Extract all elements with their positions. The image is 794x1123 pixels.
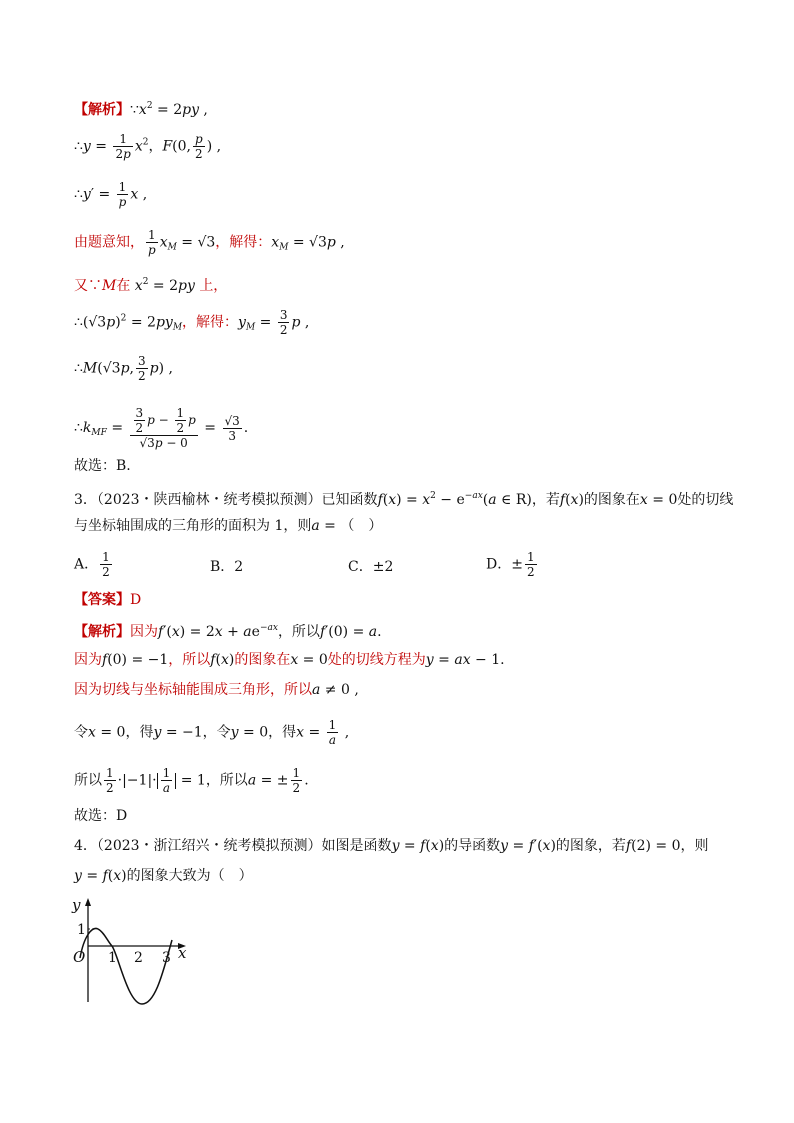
derivative-curve xyxy=(80,928,172,1004)
q3-solution-line-2: 因为f(0) = −1，所以f(x)的图象在x = 0处的切线方程为y = ax − 1. xyxy=(74,652,505,668)
q3-line-2: 与坐标轴围成的三角形的面积为 1，则a = （ ） xyxy=(74,518,383,534)
prev-solution-line-8: $\therefore k_{MF}$ = $\frac{3}{2}$ p − $\frac{1}{2}$ p √3p − 0 = $\frac{√3}{3}$ . xyxy=(74,406,249,450)
q3-final: 故选：D xyxy=(74,808,128,824)
q3-option-a[interactable]: A． $\frac{1}{2}$ xyxy=(74,550,110,579)
q3-solution-line-4: 令x = 0，得y = −1，令y = 0，得x = $\frac{1}{a}$ , xyxy=(74,718,350,747)
prev-solution-line-3: ∴y′ = $\frac{1}{p}$ x , xyxy=(74,180,148,209)
x-tick-2: 2 xyxy=(134,950,143,966)
origin-label: O xyxy=(73,948,86,966)
prev-solution-line-6: $\therefore(√3p)^2 = 2py_M$，解得：$y_M$ = $\frac{3}{2}$ p , xyxy=(74,308,310,337)
prev-answer: 故选：B. xyxy=(74,458,131,474)
y-label: y xyxy=(72,896,81,914)
x-label: x xyxy=(178,944,187,962)
q3-option-c[interactable]: C．±2 xyxy=(348,559,394,575)
q3-option-d[interactable]: D．± $\frac{1}{2}$ xyxy=(486,550,535,579)
q4-line-1: 4．（2023・浙江绍兴・统考模拟预测）如图是函数y = f(x)的导函数y = f′(x)的图象，若f(2) = 0，则 xyxy=(74,838,709,854)
prev-solution-line-5: 又∵M在 $x^2 = 2py$ 上， xyxy=(74,277,228,294)
q3-line-1: 3．（2023・陕西榆林・统考模拟预测）已知函数$f(x) = x^2 - e^{-ax}(a$ ∈ R)，若f(x)的图象在x = 0处的切线 xyxy=(74,491,734,508)
prev-solution-line-1: 【解析】$\because x^2 = 2py$ , xyxy=(74,101,208,118)
prev-solution-line-7: ∴M(√3p, $\frac{3}{2}$ p) , xyxy=(74,354,173,383)
q3-solution-line-5: 所以 $\frac{1}{2}$ ·|−1|· $\frac{1}{a}$ = 1，所以a = ± $\frac{1}{2}$ . xyxy=(74,766,309,795)
y-tick-1: 1 xyxy=(77,922,86,938)
x-tick-1: 1 xyxy=(108,950,117,966)
x-tick-3: 3 xyxy=(162,950,171,966)
q4-line-2: y = f(x)的图象大致为（ ） xyxy=(74,868,253,884)
q3-option-b[interactable]: B．2 xyxy=(210,559,244,575)
prev-solution-line-2: ∴y = $\frac{1}{2p}$ $x^2$，F(0, $\frac{p}{2}$ ) , xyxy=(74,132,222,161)
derivative-graph xyxy=(66,896,196,1008)
prev-solution-line-4: 由题意知， $\frac{1}{p}$ $x_M = √3$，解得：$x_M = √3p$ , xyxy=(74,228,345,257)
q3-solution-line-1: 【解析】因为$f'(x) = 2x + ae^{-ax}$，所以f′(0) = a. xyxy=(74,623,382,640)
q3-answer: 【答案】D xyxy=(74,592,142,608)
y-axis-arrow xyxy=(85,898,91,906)
solution-tag: 【解析】 xyxy=(74,102,130,118)
q3-solution-line-3: 因为切线与坐标轴能围成三角形，所以a ≠ 0 , xyxy=(74,682,359,698)
